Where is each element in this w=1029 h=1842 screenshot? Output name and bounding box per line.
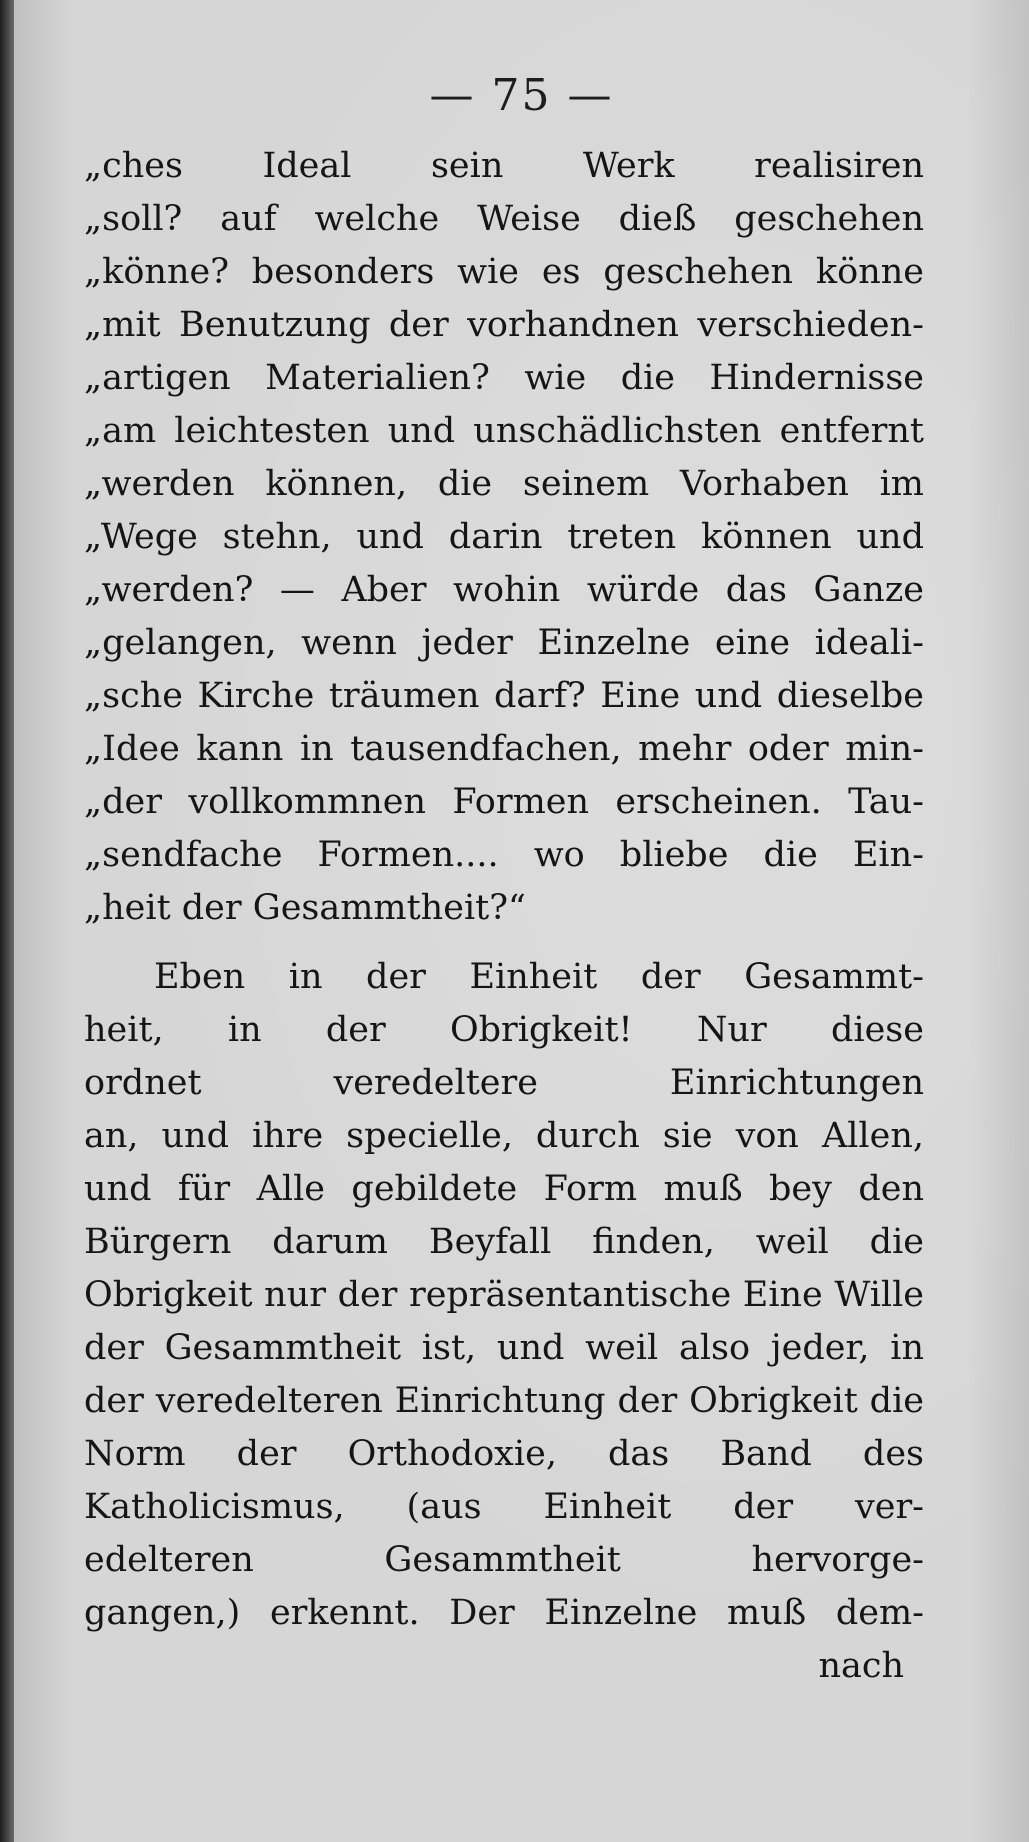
- text-line: gangen,) erkennt. Der Einzelne muß dem-: [84, 1593, 924, 1633]
- text-line: edelteren Gesammtheit hervorge-: [84, 1540, 924, 1580]
- catchword: nach: [818, 1646, 904, 1686]
- text-line: der veredelteren Einrichtung der Obrigkeit die: [84, 1381, 924, 1421]
- text-line: „werden? — Aber wohin würde das Ganze: [84, 570, 924, 610]
- text-line: „artigen Materialien? wie die Hindernisse: [84, 358, 924, 398]
- text-line: Eben in der Einheit der Gesammt-: [154, 957, 924, 997]
- paragraph-main: [84, 951, 924, 1640]
- text-line: Norm der Orthodoxie, das Band des: [84, 1434, 924, 1474]
- text-line: „Idee kann in tausendfachen, mehr oder min-: [84, 729, 924, 769]
- text-line: „sche Kirche träumen darf? Eine und dieselbe: [84, 676, 924, 716]
- paragraph-gap: [84, 935, 924, 951]
- text-line: „gelangen, wenn jeder Einzelne eine ideali-: [84, 623, 924, 663]
- text-line: „Wege stehn, und darin treten können und: [84, 517, 924, 557]
- text-line: Bürgern darum Beyfall finden, weil die: [84, 1222, 924, 1262]
- book-spine-shadow: [0, 0, 14, 1842]
- text-line: Katholicismus, (aus Einheit der ver-: [84, 1487, 924, 1527]
- text-line: „ches Ideal sein Werk realisiren: [84, 146, 924, 186]
- text-line: „mit Benutzung der vorhandnen verschieden-: [84, 305, 924, 345]
- text-block: [84, 140, 924, 1693]
- paragraph-quote: [84, 140, 924, 935]
- text-line: Obrigkeit nur der repräsentantische Eine Wille: [84, 1275, 924, 1315]
- text-line: „soll? auf welche Weise dieß geschehen: [84, 199, 924, 239]
- text-line: an, und ihre specielle, durch sie von Allen,: [84, 1116, 924, 1156]
- book-page: [14, 0, 1029, 1842]
- text-line: der Gesammtheit ist, und weil also jeder, in: [84, 1328, 924, 1368]
- text-line: „werden können, die seinem Vorhaben im: [84, 464, 924, 504]
- text-line: „am leichtesten und unschädlichsten entfernt: [84, 411, 924, 451]
- text-line: „könne? besonders wie es geschehen könne: [84, 252, 924, 292]
- text-line: „heit der Gesammtheit?“: [84, 888, 526, 928]
- text-line: „sendfache Formen.... wo bliebe die Ein-: [84, 835, 924, 875]
- text-line: ordnet veredeltere Einrichtungen: [84, 1063, 924, 1103]
- text-line: „der vollkommnen Formen erscheinen. Tau-: [84, 782, 924, 822]
- text-line: heit, in der Obrigkeit! Nur diese: [84, 1010, 924, 1050]
- page-number: — 75 —: [429, 70, 614, 121]
- text-line: und für Alle gebildete Form muß bey den: [84, 1169, 924, 1209]
